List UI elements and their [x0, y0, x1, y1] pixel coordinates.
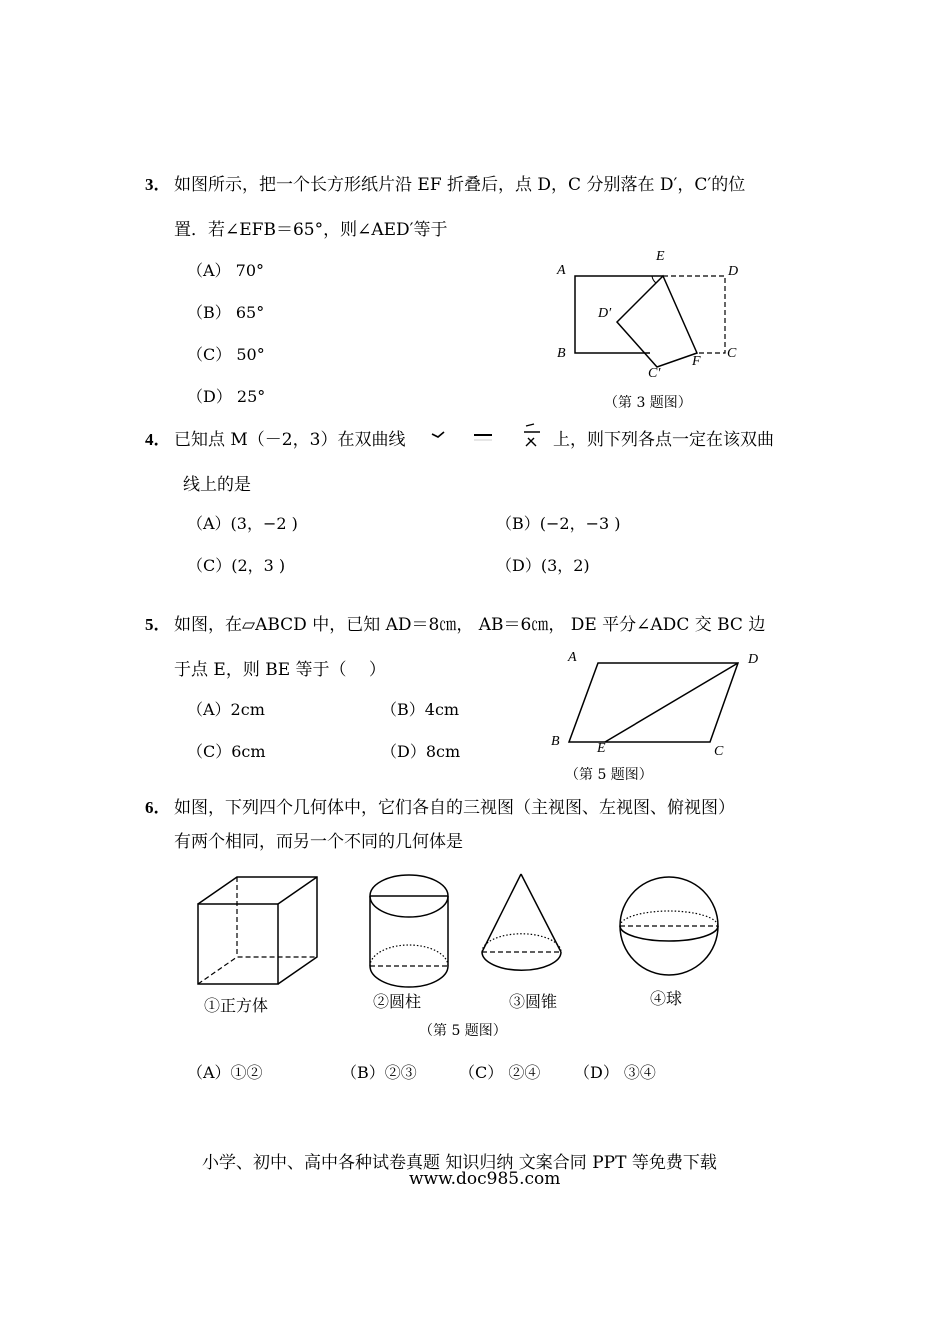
q3-label-e: E [656, 249, 665, 264]
q6-stem-line1: 如图，下列四个几何体中，它们各自的三视图（主视图、左视图、俯视图） [174, 798, 735, 818]
q6-option-d[interactable]: （D） ③④ [574, 1063, 656, 1082]
q3-stem-line1: 如图所示，把一个长方形纸片沿 EF 折叠后，点 D，C 分别落在 D′，C′的位 [174, 175, 746, 195]
q3-label-dprime: D′ [598, 306, 612, 321]
q5-label-d: D [748, 652, 759, 667]
q5-label-b: B [551, 734, 560, 749]
q6-stem-line2: 有两个相同，而另一个不同的几何体是 [174, 832, 463, 852]
q3-option-a[interactable]: （A） 70° [187, 261, 265, 280]
q3-stem-line2: 置．若∠EFB＝65°，则∠AED′等于 [174, 220, 448, 240]
q6-option-a[interactable]: （A）①② [187, 1063, 263, 1082]
q4-stem-line2: 线上的是 [183, 475, 251, 495]
q6-number: 6． [145, 798, 171, 817]
q3-option-d[interactable]: （D） 25° [187, 387, 266, 406]
q5-option-a[interactable]: （A）2cm [187, 700, 265, 719]
q5-label-e: E [597, 741, 606, 756]
q3-label-d: D [728, 264, 739, 279]
q3-label-b: B [557, 346, 566, 361]
q4-option-c[interactable]: （C）(2，3 ) [187, 556, 286, 575]
q5-label-c: C [714, 744, 724, 759]
cylinder-drawing [370, 875, 448, 987]
q3-label-c: C [727, 346, 737, 361]
q3-number: 3． [145, 175, 171, 194]
q5-number: 5． [145, 615, 171, 634]
q4-option-b[interactable]: （B）(−2，−3 ) [496, 514, 621, 533]
q5-option-c[interactable]: （C）6cm [187, 742, 266, 761]
q4-number: 4． [145, 430, 171, 449]
footer-url[interactable]: www.doc985.com [409, 1169, 561, 1189]
q5-stem-line2: 于点 E，则 BE 等于（ ） [174, 660, 386, 680]
q6-solid-label-cone: ③圆锥 [509, 992, 558, 1011]
q3-label-cprime: C′ [648, 366, 661, 381]
q6-option-c[interactable]: （C） ②④ [459, 1063, 541, 1082]
q5-caption: （第 5 题图） [565, 767, 653, 783]
q4-stem-line1: 已知点 M（－2，3）在双曲线 [174, 430, 406, 450]
sphere-drawing [620, 877, 718, 975]
q3-caption: （第 3 题图） [604, 395, 692, 411]
q5-option-b[interactable]: （B）4cm [381, 700, 460, 719]
q4-stem-line1-tail: 上，则下列各点一定在该双曲 [553, 430, 774, 450]
q6-solid-label-cube: ①正方体 [204, 996, 269, 1015]
q3-label-a: A [557, 263, 566, 278]
q5-label-a: A [568, 650, 577, 665]
q4-option-d[interactable]: （D）(3，2) [496, 556, 590, 575]
q3-option-b[interactable]: （B） 65° [187, 303, 265, 322]
cone-drawing [482, 874, 561, 970]
q4-option-a[interactable]: （A）(3，−2 ) [187, 514, 298, 533]
q6-solid-label-sphere: ④球 [650, 989, 683, 1008]
q3-option-c[interactable]: （C） 50° [187, 345, 265, 364]
q6-solid-label-cylinder: ②圆柱 [373, 992, 422, 1011]
footer-promo-text: 小学、初中、高中各种试卷真题 知识归纳 文案合同 PPT 等免费下载 [202, 1153, 717, 1173]
q6-option-b[interactable]: （B）②③ [341, 1063, 417, 1082]
q3-label-f: F [692, 354, 701, 369]
q6-caption: （第 5 题图） [419, 1023, 507, 1039]
q5-option-d[interactable]: （D）8cm [381, 742, 461, 761]
cube-drawing [198, 877, 317, 984]
q5-stem-line1: 如图，在▱ABCD 中，已知 AD＝8㎝， AB＝6㎝， DE 平分∠ADC 交 BC 边 [174, 615, 766, 635]
